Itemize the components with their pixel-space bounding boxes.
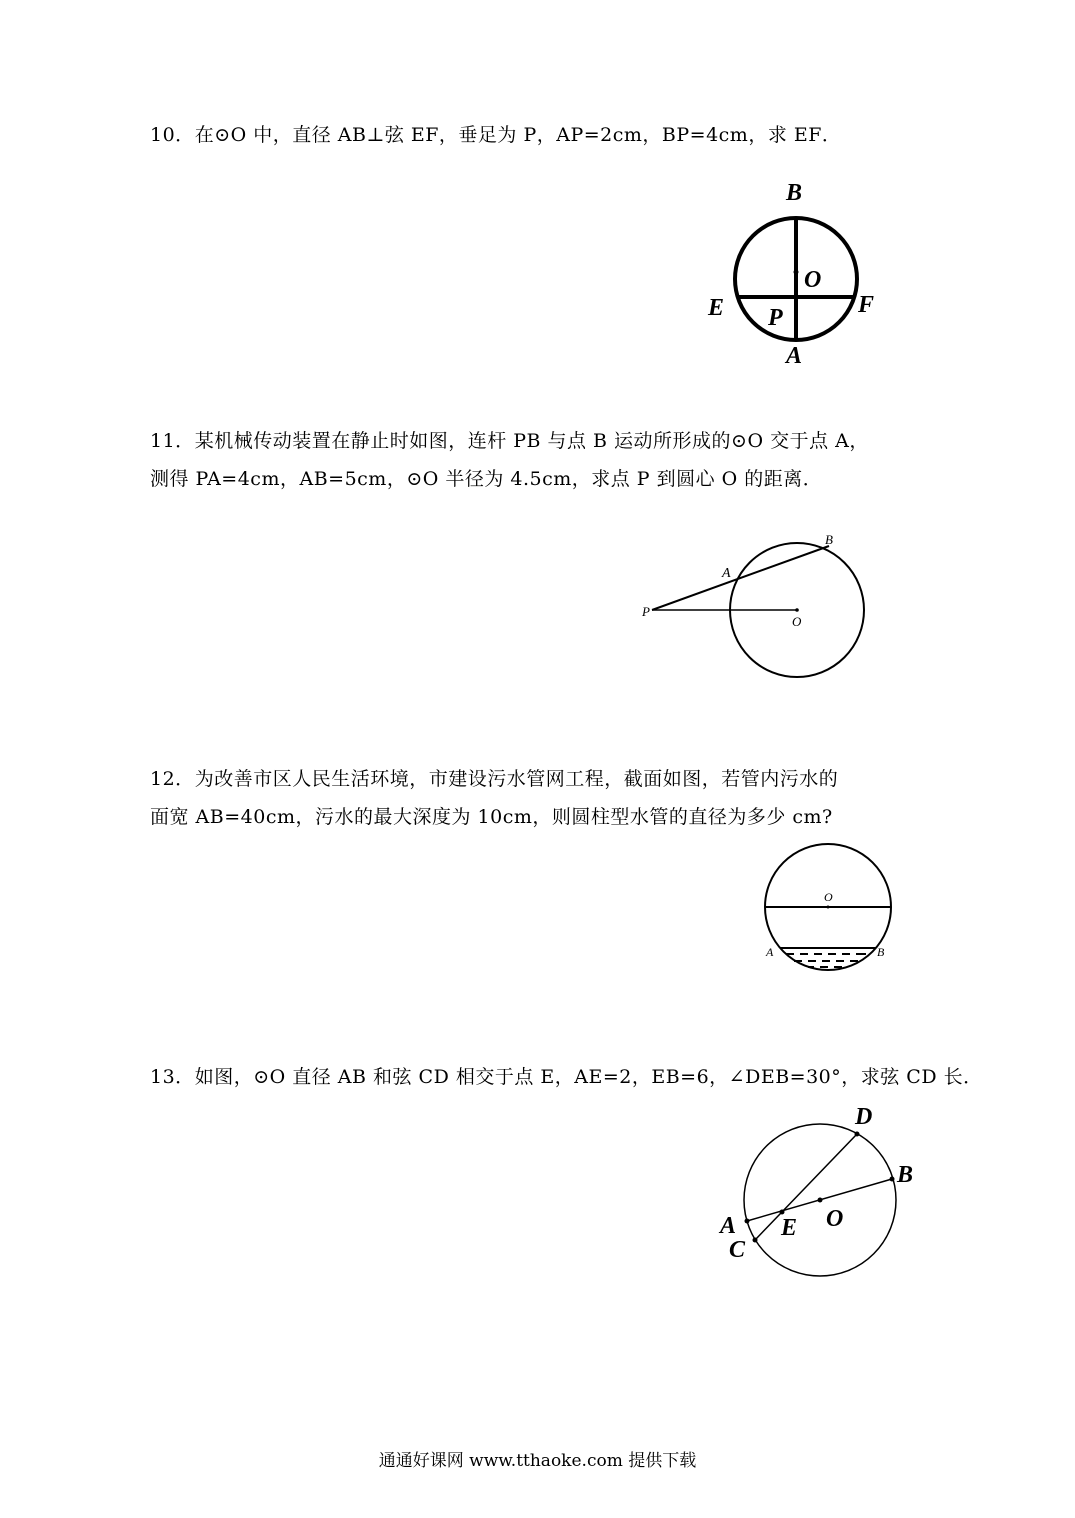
segment-pb [652, 546, 829, 610]
label-o: O [792, 614, 802, 629]
figure-q12 [755, 838, 905, 983]
label-a: A [786, 343, 803, 369]
center-point [827, 906, 830, 909]
figure-q11 [630, 525, 880, 690]
question-12 [150, 760, 838, 836]
footer-text: 通通好课网 www.tthaoke.com 提供下载 [378, 1451, 697, 1471]
label-f: F [858, 292, 875, 318]
label-a: A [720, 1213, 737, 1239]
question-text-line-1: 在⊙O 中，直径 AB⊥弦 EF，垂足为 P，AP=2cm，BP=4cm，求 EF． [194, 124, 842, 146]
center-point [795, 608, 799, 612]
label-b: B [825, 532, 833, 547]
label-b: B [877, 945, 885, 959]
label-e: E [781, 1215, 798, 1241]
label-p: P [642, 604, 650, 619]
question-number: 12． [150, 768, 195, 790]
question-text-line-2: 测得 PA=4cm，AB=5cm，⊙O 半径为 4.5cm，求点 P 到圆心 O 的距离． [150, 468, 823, 490]
label-a: A [766, 945, 774, 959]
question-number: 11． [150, 430, 195, 452]
label-c: C [729, 1237, 746, 1263]
question-10 [150, 116, 841, 154]
question-13 [150, 1058, 983, 1096]
question-number: 13． [150, 1066, 195, 1088]
question-text-line-2: 面宽 AB=40cm，污水的最大深度为 10cm，则圆柱型水管的直径为多少 cm? [150, 806, 833, 828]
label-o: O [826, 1206, 844, 1232]
label-b: B [786, 180, 803, 206]
label-o: O [824, 890, 833, 904]
figure-q10 [700, 175, 900, 375]
label-d: D [855, 1104, 873, 1130]
label-p: P [768, 305, 783, 331]
label-b: B [897, 1162, 914, 1188]
question-number: 10． [150, 124, 195, 146]
question-text-line-1: 12．为改善市区人民生活环境，市建设污水管网工程，截面如图，若管内污水的 [150, 768, 839, 790]
question-text-line-1: 如图，⊙O 直径 AB 和弦 CD 相交于点 E，AE=2，EB=6，∠DEB=30°，求弦 CD 长． [194, 1066, 983, 1088]
center-point [794, 270, 799, 275]
points [745, 1132, 895, 1243]
label-a: A [722, 566, 731, 581]
figure-q13 [715, 1100, 920, 1285]
label-o: O [804, 267, 822, 293]
label-e: E [708, 295, 725, 321]
question-text-line-1: 11．某机械传动装置在静止时如图，连杆 PB 与点 B 运动所形成的⊙O 交于点 A， [150, 430, 869, 452]
question-11 [150, 422, 869, 498]
